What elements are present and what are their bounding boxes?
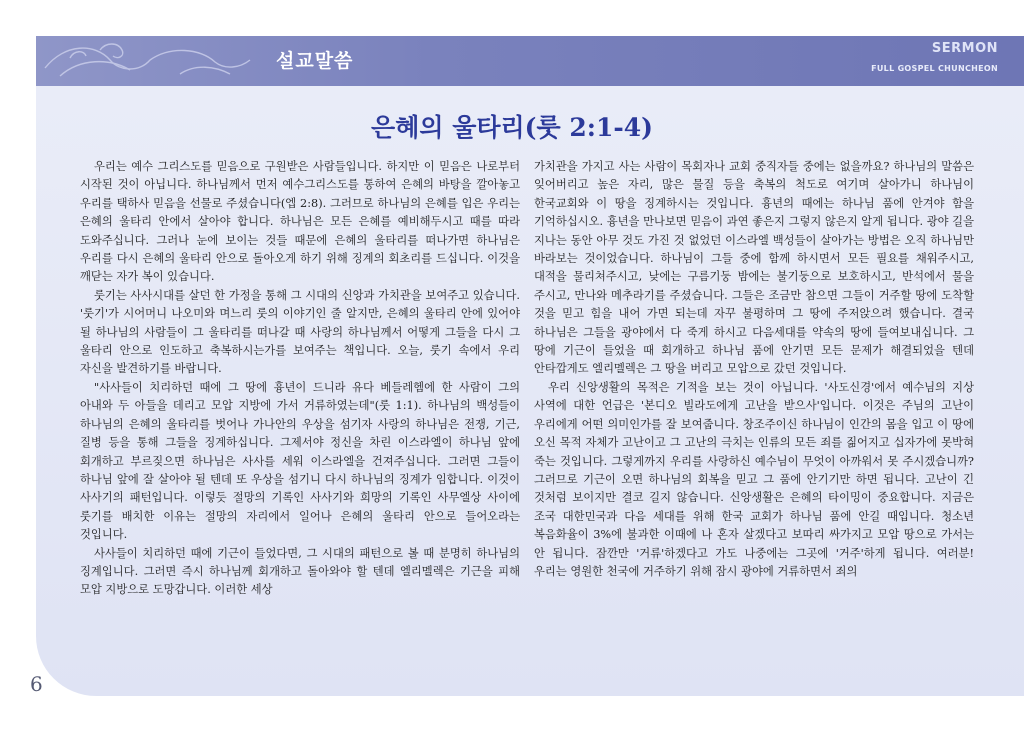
paragraph: 사사들이 치리하던 때에 기근이 들었다면, 그 시대의 패턴으로 볼 때 분명히 하나님의 징계입니다. 그러면 즉시 하나님께 회개하고 돌아와야 할 텐데 엘리멜렉은 기근을 피해 모압 지방으로 도망갑니다. 이러한 세상 [80, 546, 520, 597]
brand-title: SERMON [931, 41, 998, 56]
paragraph: 가치관을 가지고 사는 사람이 목회자나 교회 중직자들 중에는 없을까요? 하나님의 말씀은 잊어버리고 높은 자리, 많은 물질 등을 축복의 척도로 여기며 살아가니 하나님이 한국교회와 이 땅을 징계하시는 것입니다. 흉년의 때에는 하나님 품에 안겨야 함을 기억하십시오. 흉년을 만나보면 믿음이 과연 좋은지 그렇지 않은지 알게 됩니다. 광야 길을 지나는 동안 아무 것도 가진 것 없었던 이스라엘 백성들이 살아가는 방법은 오직 하나님만 바라보는 것이었습니다. 하나님이 그들 중에 함께 하시면서 모든 필요를 채워주시고, 대적을 물리쳐주시고, 낮에는 구름기둥 밤에는 불기둥으로 보호하시고, 반석에서 물을 주시고, 만나와 메추라기를 주셨습니다. 그들은 조금만 참으면 그들이 거주할 땅에 도착할 것을 믿고 힘을 내어 가면 되는데 자꾸 불평하며 그 땅에 주저앉으려 했습니다. 결국 하나님은 그들을 광야에서 다 죽게 하시고 다음세대를 약속의 땅에 들여보내십니다. 그 땅에 기근이 들었을 때 회개하고 하나님 품에 안기면 모든 문제가 해결되었을 텐데 안타깝게도 엘리멜렉은 그 땅을 버리고 모압으로 갔던 것입니다. [534, 160, 974, 376]
sermon-title: 은혜의 울타리(룻 2:1-4) [371, 113, 653, 142]
paragraph: 우리 신앙생활의 목적은 기적을 보는 것이 아닙니다. '사도신경'에서 예수님의 지상 사역에 대한 언급은 '본디오 빌라도에게 고난을 받으사'입니다. 이것은 주님의 고난이 우리에게 어떤 의미인가를 잘 보여줍니다. 창조주이신 하나님이 인간의 몸을 입고 이 땅에 오신 목적 자체가 고난이고 그 고난의 극치는 인류의 모든 죄를 짊어지고 십자가에 못박혀 죽는 것입니다. 그렇게까지 우리를 사랑하신 예수님이 무엇이 아까워서 못 주시겠습니까? 그러므로 기근이 오면 하나님의 회복을 믿고 그 품에 안기기만 하면 됩니다. 고난이 긴 것처럼 보이지만 결코 길지 않습니다. 신앙생활은 은혜의 타이밍이 중요합니다. 지금은 조국 대한민국과 다음 세대를 위해 한국 교회가 하나님 품에 안길 때입니다. 청소년 복음화율이 3%에 불과한 이때에 나 혼자 살겠다고 보따리 싸가지고 모압 땅으로 가서는 안 됩니다. 잠깐만 '거류'하겠다고 가도 나중에는 그곳에 '거주'하게 됩니다. 여러분! 우리는 영원한 천국에 거주하기 위해 잠시 광야에 거류하면서 죄의 [534, 380, 974, 578]
ornament-swirl-icon [40, 38, 280, 84]
section-label: 설교말씀 [276, 50, 354, 72]
paragraph: 우리는 예수 그리스도를 믿음으로 구원받은 사람들입니다. 하지만 이 믿음은 나로부터 시작된 것이 아닙니다. 하나님께서 먼저 예수그리스도를 통하여 은혜의 바탕을 깔아놓고 우리를 택하사 믿음을 선물로 주셨습니다(엡 2:8). 그러므로 하나님의 은혜를 입은 우리는 은혜의 울타리 안에서 살아야 합니다. 하나님은 모든 은혜를 예비해두시고 때를 따라 도와주십니다. 그러나 눈에 보이는 것들 때문에 은혜의 울타리를 떠나가면 하나님은 우리를 다시 은혜의 울타리 안으로 돌아오게 하기 위해 징계의 회초리를 드십니다. 이것을 깨닫는 자가 복이 있습니다. [80, 160, 520, 284]
paragraph: 룻기는 사사시대를 살던 한 가정을 통해 그 시대의 신앙과 가치관을 보여주고 있습니다. '룻기'가 시어머니 나오미와 며느리 룻의 이야기인 줄 알지만, 은혜의 울타리 안에 있어야 될 하나님의 사람들이 그 울타리를 떠나갈 때 사랑의 하나님께서 어떻게 그들을 다시 그 울타리 안으로 인도하고 축복하시는가를 보여주는 책입니다. 오늘, 룻기 속에서 우리 자신을 발견하기를 바랍니다. [80, 288, 520, 376]
text-column-right [534, 158, 974, 581]
paragraph: "사사들이 치리하던 때에 그 땅에 흉년이 드니라 유다 베들레헴에 한 사람이 그의 아내와 두 아들을 데리고 모압 지방에 가서 거류하였는데"(룻 1:1). 하나님의 백성들이 하나님의 은혜의 울타리를 벗어나 가나안의 우상을 섬기자 사랑의 하나님은 전쟁, 기근, 질병 등을 통해 그들을 징계하십니다. 그제서야 정신을 차린 이스라엘이 하나님 앞에 회개하고 부르짖으면 하나님은 사사를 세워 이스라엘을 건져주십니다. 그러면 그들이 하나님 앞에 잘 살아야 될 텐데 또 우상을 섬기니 다시 하나님의 징계가 임합니다. 이것이 사사기의 패턴입니다. 이렇듯 절망의 기록인 사사기와 희망의 기록인 사무엘상 사이에 룻기를 배치한 이유는 절망의 자리에서 일어나 은혜의 울타리 안으로 들어오라는 것입니다. [80, 380, 520, 542]
brand-subtitle: FULL GOSPEL CHUNCHEON [871, 64, 998, 73]
text-column-left [80, 158, 520, 600]
page-number: 6 [30, 672, 43, 696]
